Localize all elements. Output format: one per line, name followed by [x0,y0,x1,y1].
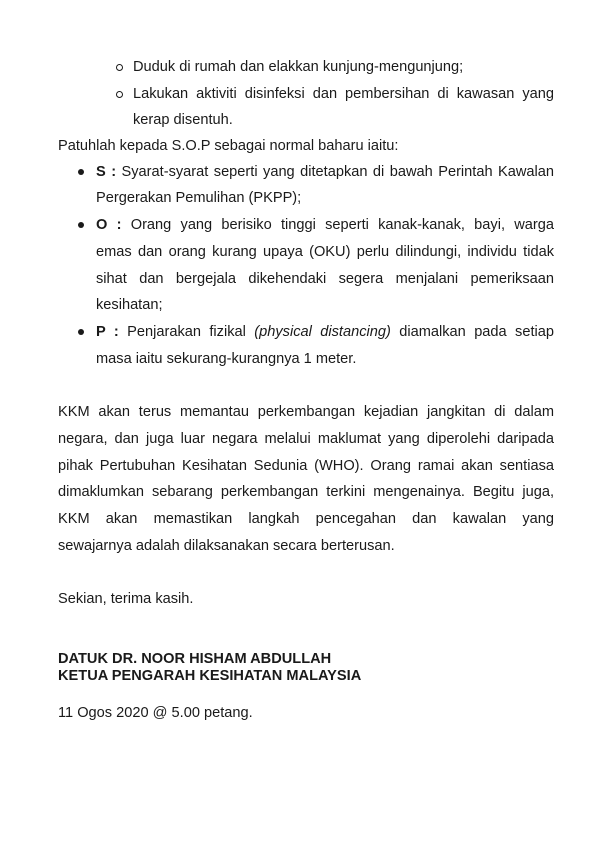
paragraph-line: KKM akan memastikan langkah pencegahan dan kawalan yang [58,511,554,527]
sub-bullet-2-line2: kerap disentuh. [133,112,233,128]
sop-p-text-post: diamalkan pada setiap [390,324,555,340]
circle-bullet-icon [116,91,123,98]
sop-s-line2: Pergerakan Pemulihan (PKPP); [96,190,302,206]
paragraph-line: pihak Pertubuhan Kesihatan Sedunia (WHO). Orang ramai akan sentiasa [58,458,554,474]
sop-p-text-italic: (physical distancing) [254,324,391,340]
sop-o-line2: emas dan orang kurang upaya (OKU) perlu dilindungi, individu tidak [96,244,554,260]
sop-p-letter: P : [96,324,119,340]
sop-o-line4: kesihatan; [96,297,163,313]
sop-s-line1 [96,163,554,181]
sop-p-text-pre: Penjarakan fizikal [127,324,255,340]
circle-bullet-icon [116,64,123,71]
sop-o-line1 [96,216,554,234]
sop-s-letter: S : [96,164,117,180]
sub-bullet-2-line1: Lakukan aktiviti disinfeksi dan pembersihan di kawasan yang [133,86,554,102]
signatory-title: KETUA PENGARAH KESIHATAN MALAYSIA [58,668,362,684]
sop-o-letter: O : [96,217,122,233]
sub-bullet-1: Duduk di rumah dan elakkan kunjung-mengunjung; [133,59,464,75]
sop-p-line2: masa iaitu sekurang-kurangnya 1 meter. [96,351,357,367]
sop-o-line3: sihat dan bergejala dikehendaki segera menjalani pemeriksaan [96,271,554,287]
sop-p-line1 [96,323,554,341]
bullet-icon [78,329,84,335]
sop-s-text: Syarat-syarat seperti yang ditetapkan di bawah Perintah Kawalan [121,164,555,180]
bullet-icon [78,169,84,175]
paragraph-line: sewajarnya adalah dilaksanakan secara berterusan. [58,538,395,554]
date-text: 11 Ogos 2020 @ 5.00 petang. [58,705,253,721]
paragraph-line: KKM akan terus memantau perkembangan kejadian jangkitan di dalam [58,404,554,420]
closing-text: Sekian, terima kasih. [58,591,194,607]
bullet-icon [78,222,84,228]
paragraph-line: negara, dan juga luar negara melalui maklumat yang diperolehi daripada [58,431,554,447]
signatory-name: DATUK DR. NOOR HISHAM ABDULLAH [58,651,332,667]
sop-intro: Patuhlah kepada S.O.P sebagai normal baharu iaitu: [58,138,399,154]
sop-o-text: Orang yang berisiko tinggi seperti kanak-kanak, bayi, warga [130,217,554,233]
paragraph-line: dimaklumkan sebarang perkembangan terkini mengenainya. Begitu juga, [58,484,554,500]
